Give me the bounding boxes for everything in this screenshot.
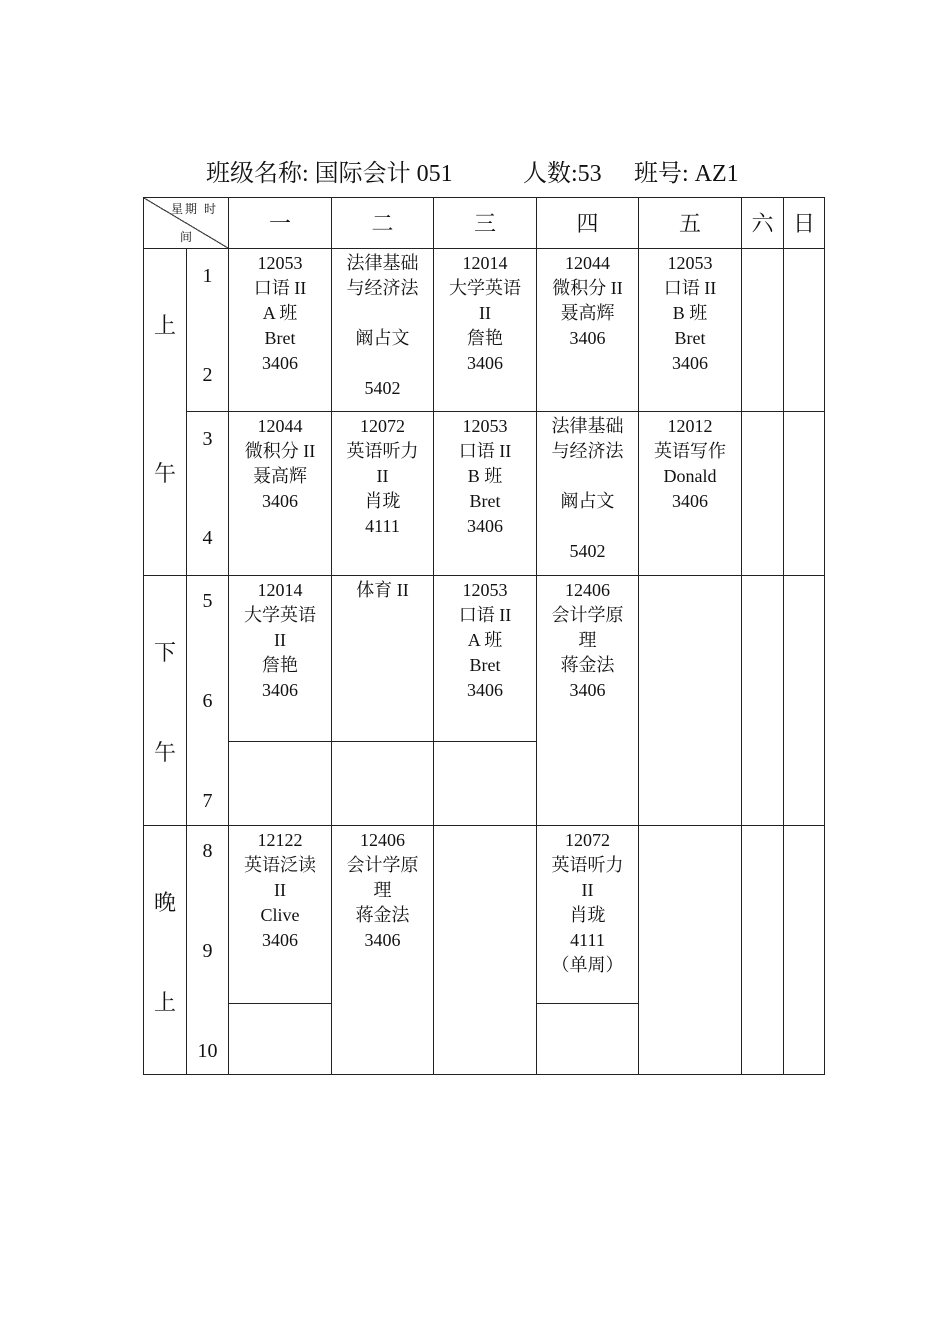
course-cell bbox=[537, 412, 639, 576]
session-evening bbox=[144, 826, 187, 1075]
course-cell bbox=[229, 249, 332, 412]
course-line: Clive bbox=[260, 905, 300, 925]
course-cell bbox=[537, 826, 639, 1004]
day-header: 六 bbox=[742, 198, 784, 249]
course-line: 4111 bbox=[365, 516, 400, 536]
timetable-row bbox=[144, 412, 825, 576]
course-line: II bbox=[376, 466, 389, 486]
timetable bbox=[143, 197, 825, 1075]
course-line bbox=[332, 351, 433, 376]
empty-cell bbox=[784, 826, 825, 1075]
course-line: Bret bbox=[674, 328, 706, 348]
empty-cell bbox=[784, 412, 825, 576]
course-line: Bret bbox=[469, 491, 501, 511]
course-line: 12014 bbox=[462, 253, 508, 273]
course-line: 12072 bbox=[565, 830, 610, 850]
timetable-row bbox=[144, 249, 825, 412]
course-line: 口语 II bbox=[663, 278, 717, 298]
course-line: 12044 bbox=[257, 416, 303, 436]
course-line: 3406 bbox=[364, 930, 401, 950]
course-line: 理 bbox=[373, 880, 392, 900]
empty-cell bbox=[229, 1004, 332, 1075]
student-count: 人数:53 bbox=[523, 161, 602, 187]
day-header: 四 bbox=[537, 198, 639, 249]
course-line bbox=[537, 514, 638, 539]
course-cell bbox=[332, 576, 434, 742]
course-line: 法律基础 bbox=[551, 416, 624, 436]
course-line: 12053 bbox=[462, 580, 508, 600]
period-number: 7 bbox=[202, 790, 213, 812]
course-cell bbox=[434, 576, 537, 742]
period-number: 4 bbox=[202, 527, 213, 549]
course-line: 3406 bbox=[262, 353, 298, 373]
course-line: 12072 bbox=[360, 416, 405, 436]
course-cell bbox=[332, 412, 434, 576]
course-line: B 班 bbox=[672, 303, 708, 323]
course-line: 12014 bbox=[257, 580, 303, 600]
course-line bbox=[537, 464, 638, 489]
corner-weekday-label: 星期 时 bbox=[170, 202, 218, 216]
course-line: 英语听力 bbox=[346, 441, 419, 461]
empty-cell bbox=[742, 826, 784, 1075]
course-line: 大学英语 bbox=[244, 605, 316, 625]
day-header: 三 bbox=[434, 198, 537, 249]
empty-cell bbox=[639, 576, 742, 826]
course-line: 口语 II bbox=[458, 441, 512, 461]
empty-cell bbox=[784, 576, 825, 826]
course-cell bbox=[639, 249, 742, 412]
course-line: 聂高辉 bbox=[253, 466, 307, 486]
course-line: 3406 bbox=[569, 680, 606, 700]
period-number: 9 bbox=[202, 940, 213, 962]
course-line: 会计学原 bbox=[551, 605, 624, 625]
course-line: 会计学原 bbox=[346, 855, 419, 875]
timetable-header bbox=[0, 157, 950, 191]
empty-cell bbox=[742, 576, 784, 826]
course-line: 理 bbox=[578, 630, 597, 650]
course-line: 3406 bbox=[262, 680, 298, 700]
course-line: 口语 II bbox=[253, 278, 307, 298]
course-cell bbox=[229, 412, 332, 576]
period-number: 2 bbox=[202, 364, 213, 386]
course-cell bbox=[434, 249, 537, 412]
course-line: 英语写作 bbox=[654, 441, 726, 461]
course-line: 12053 bbox=[462, 416, 508, 436]
course-line: 肖珑 bbox=[364, 491, 401, 511]
session-label: 上 bbox=[153, 313, 176, 338]
course-line: II bbox=[274, 880, 286, 900]
course-cell bbox=[332, 249, 434, 412]
class-name: 班级名称: 国际会计 051 bbox=[206, 161, 453, 187]
course-line: 3406 bbox=[569, 328, 606, 348]
course-line: 肖珑 bbox=[569, 905, 606, 925]
course-line: （单周） bbox=[551, 955, 624, 975]
period-number: 1 bbox=[202, 265, 213, 287]
course-cell bbox=[537, 576, 639, 826]
course-line: II bbox=[581, 880, 594, 900]
course-line: 5402 bbox=[569, 541, 606, 561]
course-line: 阚占文 bbox=[355, 328, 410, 348]
course-line: 3406 bbox=[672, 491, 708, 511]
course-line: 12406 bbox=[360, 830, 405, 850]
course-line: 4111 bbox=[570, 930, 605, 950]
course-line: II bbox=[274, 630, 286, 650]
course-line: 3406 bbox=[467, 516, 503, 536]
day-header: 五 bbox=[639, 198, 742, 249]
course-line: 微积分 II bbox=[244, 441, 316, 461]
course-line: 英语泛读 bbox=[244, 855, 316, 875]
course-line: 5402 bbox=[364, 378, 401, 398]
course-line: 3406 bbox=[672, 353, 708, 373]
course-line: 阚占文 bbox=[560, 491, 615, 511]
period-numbers bbox=[187, 412, 229, 576]
course-line: 12012 bbox=[667, 416, 713, 436]
session-label: 下 bbox=[153, 640, 176, 665]
course-line bbox=[332, 301, 433, 326]
course-line: 微积分 II bbox=[552, 278, 623, 298]
empty-cell bbox=[742, 249, 784, 412]
course-line: A 班 bbox=[262, 303, 298, 323]
course-line: 12406 bbox=[565, 580, 610, 600]
course-line: 12044 bbox=[565, 253, 610, 273]
course-line: 12053 bbox=[257, 253, 303, 273]
course-line: 詹艳 bbox=[467, 328, 503, 348]
day-header: 二 bbox=[332, 198, 434, 249]
course-line: 12053 bbox=[667, 253, 713, 273]
day-header: 一 bbox=[229, 198, 332, 249]
session-afternoon bbox=[144, 576, 187, 826]
empty-cell bbox=[229, 742, 332, 826]
course-line: 与经济法 bbox=[551, 441, 624, 461]
course-line: A 班 bbox=[467, 630, 503, 650]
period-number: 5 bbox=[202, 590, 213, 612]
course-line: 3406 bbox=[262, 930, 298, 950]
course-line: B 班 bbox=[467, 466, 503, 486]
empty-cell bbox=[639, 826, 742, 1075]
period-number: 3 bbox=[202, 428, 213, 450]
course-cell bbox=[434, 412, 537, 576]
course-line: 口语 II bbox=[458, 605, 512, 625]
course-line: 12122 bbox=[257, 830, 303, 850]
period-number: 8 bbox=[202, 840, 213, 862]
session-morning bbox=[144, 249, 187, 576]
course-line: 3406 bbox=[467, 680, 503, 700]
course-cell bbox=[229, 576, 332, 742]
timetable-row bbox=[144, 576, 825, 742]
corner-cell bbox=[144, 198, 229, 249]
empty-cell bbox=[537, 1004, 639, 1075]
day-header: 日 bbox=[784, 198, 825, 249]
empty-cell bbox=[434, 742, 537, 826]
class-code: 班号: AZ1 bbox=[634, 161, 739, 187]
course-cell bbox=[332, 826, 434, 1075]
course-line: 聂高辉 bbox=[560, 303, 615, 323]
course-cell bbox=[229, 826, 332, 1004]
period-number: 6 bbox=[202, 690, 213, 712]
course-line: II bbox=[479, 303, 491, 323]
period-numbers bbox=[187, 249, 229, 412]
empty-cell bbox=[742, 412, 784, 576]
timetable-row bbox=[144, 826, 825, 1004]
course-line: 与经济法 bbox=[346, 278, 419, 298]
course-line: 3406 bbox=[262, 491, 298, 511]
empty-cell bbox=[332, 742, 434, 826]
empty-cell bbox=[784, 249, 825, 412]
course-line: Bret bbox=[264, 328, 296, 348]
session-label: 上 bbox=[153, 990, 176, 1015]
session-label: 晚 bbox=[153, 890, 176, 915]
period-numbers bbox=[187, 576, 229, 826]
course-line: 3406 bbox=[467, 353, 503, 373]
course-line: 英语听力 bbox=[551, 855, 624, 875]
course-cell bbox=[639, 412, 742, 576]
course-line: Bret bbox=[469, 655, 501, 675]
corner-time-label: 间 bbox=[180, 230, 193, 244]
course-line: 蒋金法 bbox=[355, 905, 410, 925]
session-label: 午 bbox=[153, 740, 176, 765]
course-line: 法律基础 bbox=[346, 253, 419, 273]
empty-cell bbox=[434, 826, 537, 1075]
session-label: 午 bbox=[153, 461, 176, 486]
course-line: 大学英语 bbox=[449, 278, 521, 298]
period-number: 10 bbox=[197, 1040, 218, 1062]
period-numbers bbox=[187, 826, 229, 1075]
course-line: 体育 II bbox=[356, 580, 409, 600]
course-line: 詹艳 bbox=[262, 655, 298, 675]
course-cell bbox=[537, 249, 639, 412]
course-line: 蒋金法 bbox=[560, 655, 615, 675]
day-header-row bbox=[144, 198, 825, 249]
course-line: Donald bbox=[663, 466, 717, 486]
